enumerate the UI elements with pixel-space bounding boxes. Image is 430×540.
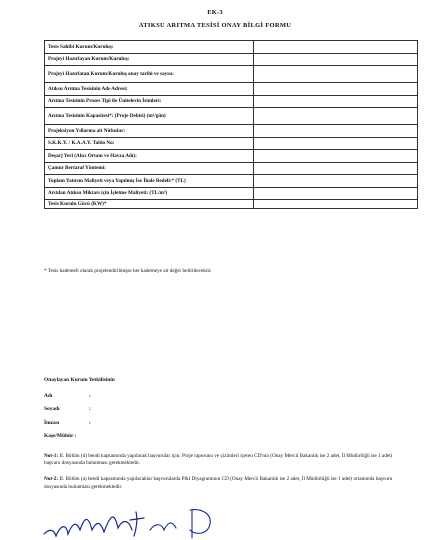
authority-field xyxy=(44,389,404,403)
note-1-text: II. Bölüm (d) bendi kapsamında yapılacak başvurular için; Proje raporunu ve çizimleri içeren CD'nin (Onay Mercii Bakanlık ise 2 adet, İl Müdürlüğü ise 1 adet) başvuru dosyasında bulunması gerekmektedir. xyxy=(44,453,393,467)
document-code: EK-3 xyxy=(207,9,223,16)
form-row-label: Arıtma Tesisinin Proses Tipi ile Ünitelerin İsimleri: xyxy=(45,95,254,108)
form-row xyxy=(45,95,418,108)
authority-field-label: Soyadı xyxy=(44,406,60,413)
document-title: ATIKSU ARITMA TESİSİ ONAY BİLGİ FORMU xyxy=(138,22,292,29)
form-row-label: Projeyi Hazırlayan Kurum/Kuruluş: xyxy=(45,53,254,66)
authority-field xyxy=(44,403,404,417)
authority-section xyxy=(44,377,404,443)
form-row xyxy=(45,41,418,54)
note-2-prefix: Not-2: xyxy=(44,476,59,483)
form-row-label: Projeyi Hazırlatan Kurum/Kuruluş onay tarihi ve sayısı: xyxy=(45,66,254,83)
authority-field xyxy=(44,416,404,430)
form-row xyxy=(45,83,418,96)
authority-field xyxy=(44,430,404,444)
authority-field-label: Adı xyxy=(44,392,53,399)
form-row xyxy=(45,137,418,150)
form-row xyxy=(45,108,418,125)
note-1-prefix: Not-1: xyxy=(44,453,59,459)
form-row-label: Deşarj Yeri (Alıcı Ortam ve Havza Adı): xyxy=(45,150,254,163)
authority-field-colon: : xyxy=(89,392,91,399)
handwritten-signature xyxy=(40,500,240,540)
form-row xyxy=(45,53,418,66)
form-row-value[interactable] xyxy=(253,137,417,150)
authority-field-colon: : xyxy=(89,419,91,426)
form-row-value[interactable] xyxy=(253,95,417,108)
form-row xyxy=(45,200,418,209)
form-row-value[interactable] xyxy=(253,53,417,66)
authority-title: Onaylayan Kurum Yetkilisinin xyxy=(44,377,115,383)
capacity-footnote: * Tesis kademeli olarak projelendirilmişse her kademeye ait değer belirtilecektir. xyxy=(44,268,212,274)
authority-field-label: İmzası xyxy=(44,419,60,426)
form-row-value[interactable] xyxy=(253,175,417,188)
form-row-value[interactable] xyxy=(253,187,417,200)
form-row-value[interactable] xyxy=(253,150,417,163)
authority-field-colon: : xyxy=(89,406,91,413)
form-row xyxy=(45,150,418,163)
form-row xyxy=(45,187,418,200)
form-row xyxy=(45,175,418,188)
form-row-value[interactable] xyxy=(253,108,417,125)
form-row-label: Arıtılan Atıksu Miktarı için İşletme Maliyeti: (TL/m³) xyxy=(45,187,254,200)
form-row xyxy=(45,162,418,175)
form-row-label: Arıtma Tesisinin Kapasitesi*: (Proje Debisi) (m³/gün) xyxy=(45,108,254,125)
form-row-label: Projeksiyon Yıllarına ait Nüfuslar: xyxy=(45,125,254,138)
form-row-label: S.K.K.Y. / K.A.A.Y. Tablo No: xyxy=(45,137,254,150)
note-2-text: II. Bölüm (a) bendi kapsamında yapılacaklar başvurularda P&I Diyagramının CD (Onay Mercii Bakanlık ise 2 adet, İl Müdürlüğü ise 1 adet) ortamında başvuru dosyasında bulunması gerekmektedir. xyxy=(44,476,393,490)
form-row-label: Tesis Sahibi Kurum/Kuruluş: xyxy=(45,41,254,54)
form-row xyxy=(45,66,418,83)
form-row-value[interactable] xyxy=(253,200,417,209)
form-row-value[interactable] xyxy=(253,41,417,54)
form-row-value[interactable] xyxy=(253,83,417,96)
form-row-label: Toplam Yatırım Maliyeti veya Yapılmış İse İhale Bedeli:* (TL) xyxy=(45,175,254,188)
approval-info-table xyxy=(44,40,418,209)
form-row-value[interactable] xyxy=(253,125,417,138)
form-row-label: Tesis Kurulu Gücü (KW)* xyxy=(45,200,254,209)
form-row-value[interactable] xyxy=(253,162,417,175)
form-row xyxy=(45,125,418,138)
note-1 xyxy=(44,453,394,467)
authority-field-label: Kaşe/Mühür : xyxy=(44,433,77,440)
notes-section xyxy=(44,453,394,500)
form-row-value[interactable] xyxy=(253,66,417,83)
note-2 xyxy=(44,476,394,490)
form-row-label: Atıksu Arıtma Tesisinin Adı-Adresi: xyxy=(45,83,254,96)
form-row-label: Çamur Bertaraf Yöntemi: xyxy=(45,162,254,175)
